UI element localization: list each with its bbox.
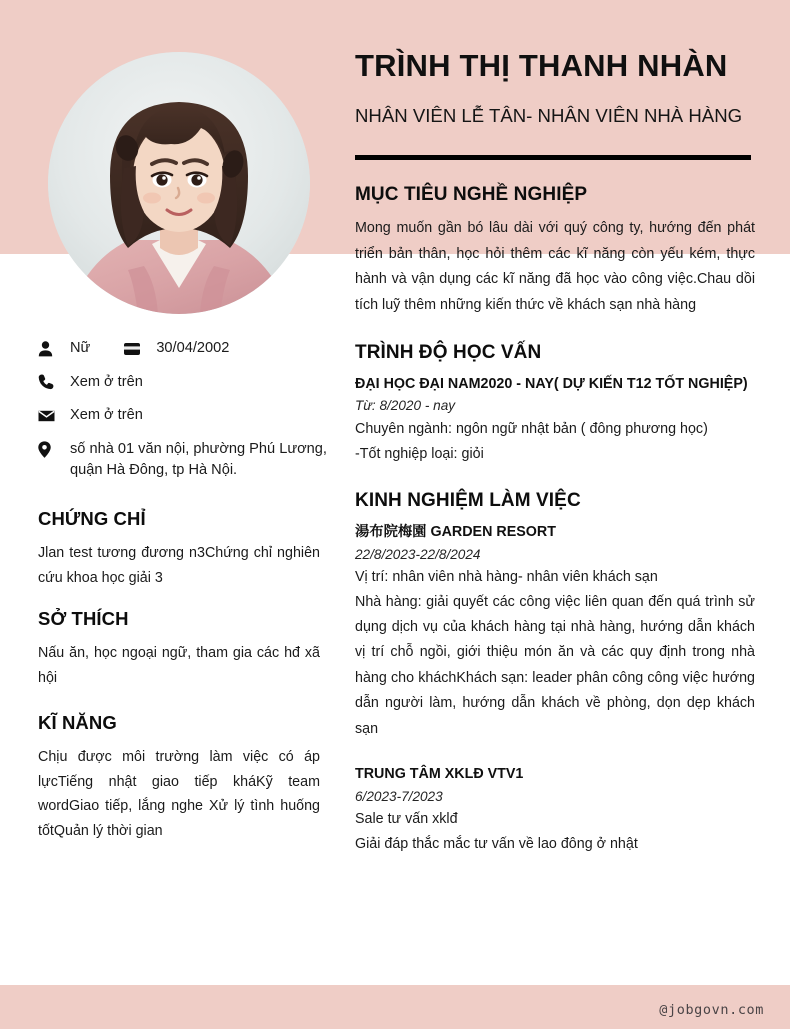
contact-gender	[38, 338, 90, 359]
experience-duties: Nhà hàng: giải quyết các công việc liên quan đến quá trình sử dụng dịch vụ của khách hàng tại nhà hàng, hướng dẫn khách vị trí chỗ ngồi, giới thiệu món ăn và các quy định trong nhà hàng cho kháchKhách sạn: leader phân công công việc hướng dẫn người làm, hướng dẫn khách về phòng, dọn dẹp khách sạn	[355, 593, 755, 737]
education-grade: -Tốt nghiệp loại: giỏi	[355, 445, 484, 462]
contact-birthday	[124, 338, 229, 359]
contact-row-gender-birthday	[38, 338, 338, 359]
email-value: Xem ở trên	[70, 407, 143, 424]
education-heading: TRÌNH ĐỘ HỌC VẤN	[355, 342, 542, 364]
watermark: @jobgovn.com	[659, 1002, 764, 1018]
envelope-icon	[38, 406, 58, 425]
page-title: TRÌNH THỊ THANH NHÀN	[355, 48, 728, 83]
experience-entry	[355, 522, 755, 742]
experience-period: 22/8/2023-22/8/2024	[355, 546, 481, 562]
section-education	[355, 342, 755, 466]
objective-heading: MỤC TIÊU NGHỀ NGHIỆP	[355, 184, 588, 206]
experience-heading: KINH NGHIỆM LÀM VIỆC	[355, 490, 581, 512]
right-column	[355, 0, 755, 860]
skills-body: Chịu được môi trường làm việc có áp lựcTiếng nhật giao tiếp kháKỹ team wordGiao tiếp, lắng nghe Xử lý tình huống tốtQuản lý thời gian	[38, 749, 320, 839]
section-hobbies	[38, 608, 320, 690]
education-period: Từ: 8/2020 - nay	[355, 398, 456, 414]
certificates-heading: CHỨNG CHỈ	[38, 508, 146, 529]
gender-value: Nữ	[70, 340, 91, 356]
experience-entry	[355, 764, 755, 856]
phone-icon	[38, 373, 58, 392]
birthday-value: 30/04/2002	[156, 340, 230, 356]
education-major: Chuyên ngành: ngôn ngữ nhật bản ( đông phương học)	[355, 420, 708, 437]
avatar	[48, 52, 310, 314]
location-pin-icon	[38, 440, 58, 459]
experience-position: Sale tư vấn xklđ	[355, 811, 458, 828]
experience-duties: Giải đáp thắc mắc tư vấn về lao đông ở nhật	[355, 835, 638, 852]
experience-spacer	[355, 746, 755, 764]
calendar-card-icon	[124, 339, 144, 358]
skills-heading: KĨ NĂNG	[38, 712, 117, 733]
section-objective	[355, 184, 755, 318]
hobbies-heading: SỞ THÍCH	[38, 608, 129, 629]
experience-company: 湯布院梅園 GARDEN RESORT	[355, 524, 556, 541]
phone-value: Xem ở trên	[70, 373, 143, 390]
section-certificates	[38, 508, 320, 590]
objective-body: Mong muốn gần bó lâu dài với quý công ty, hướng đến phát triển bản thân, học hỏi thêm các kĩ năng còn yếu kém, thực hành và vận dụng các kĩ năng đã học vào công việc.Chau dồi tích luỹ thêm những kiến thức về khách sạn nhà hàng	[355, 220, 755, 313]
section-skills	[38, 712, 320, 843]
header-divider	[355, 155, 751, 160]
certificates-body: Jlan test tương đương n3Chứng chỉ nghiên cứu khoa học giải 3	[38, 545, 320, 586]
experience-company: TRUNG TÂM XKLĐ VTV1	[355, 766, 524, 783]
contact-address	[38, 439, 338, 480]
education-school: ĐẠI HỌC ĐẠI NAM2020 - NAY( DỰ KIẾN T12 TỐT NGHIỆP)	[355, 376, 748, 393]
contact-phone	[38, 372, 338, 393]
contact-info	[38, 338, 338, 494]
person-icon	[38, 339, 58, 358]
contact-email	[38, 405, 338, 426]
education-entry	[355, 374, 755, 466]
hobbies-body: Nấu ăn, học ngoại ngữ, tham gia các hđ xã hội	[38, 645, 320, 686]
portrait-photo-icon	[48, 52, 310, 314]
address-value: số nhà 01 văn nội, phường Phú Lương, quận Hà Đông, tp Hà Nội.	[70, 441, 327, 478]
experience-period: 6/2023-7/2023	[355, 788, 443, 804]
section-experience	[355, 490, 755, 856]
experience-position: Vị trí: nhân viên nhà hàng- nhân viên khách sạn	[355, 569, 658, 586]
job-role-subtitle: NHÂN VIÊN LỄ TÂN- NHÂN VIÊN NHÀ HÀNG	[355, 104, 743, 126]
